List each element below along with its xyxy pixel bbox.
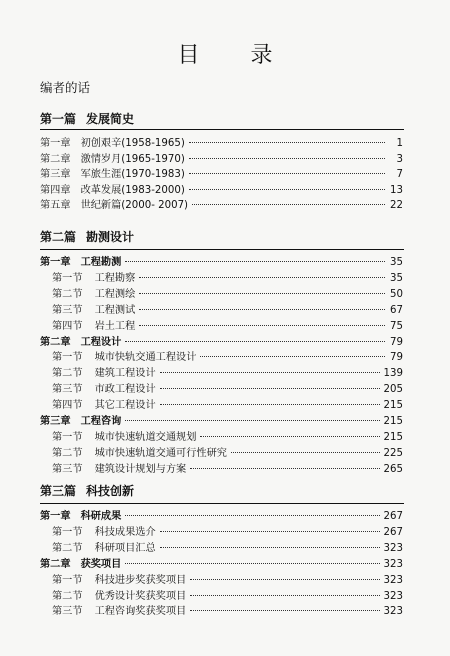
toc-section-entry[interactable] xyxy=(52,574,403,588)
part-divider xyxy=(40,249,404,250)
page-number: 323 xyxy=(383,542,403,554)
entry-number: 第二节 xyxy=(52,288,83,300)
toc-section-entry[interactable] xyxy=(52,399,403,413)
page-number: 323 xyxy=(383,606,403,618)
part-name: 科技创新 xyxy=(86,484,135,498)
dot-leader xyxy=(139,309,385,310)
entry-title: 市政工程设计 xyxy=(94,384,156,396)
dot-leader xyxy=(139,293,385,294)
page-number: 267 xyxy=(383,511,403,522)
entry-title: 科技进步奖获奖项目 xyxy=(94,574,187,586)
part-heading xyxy=(40,110,134,127)
page-number: 67 xyxy=(390,304,403,316)
entry-number: 第一章 xyxy=(40,257,71,268)
dot-leader xyxy=(160,404,380,405)
dot-leader xyxy=(189,173,385,174)
dot-leader xyxy=(189,189,385,190)
page-number: 79 xyxy=(390,336,403,348)
toc-section-entry[interactable] xyxy=(52,431,403,445)
part-heading xyxy=(40,482,134,499)
entry-number: 第二节 xyxy=(52,542,83,554)
toc-chapter-entry[interactable] xyxy=(40,137,403,151)
dot-leader xyxy=(189,158,385,159)
entry-number: 第一节 xyxy=(52,352,83,364)
entry-number: 第四节 xyxy=(52,320,83,332)
page-number: 323 xyxy=(383,574,403,586)
toc-section-entry[interactable] xyxy=(52,542,403,556)
toc-section-entry[interactable] xyxy=(52,526,403,540)
toc-section-entry[interactable] xyxy=(52,383,403,397)
entry-number: 第二节 xyxy=(52,590,83,602)
part-name: 勘测设计 xyxy=(86,230,135,244)
entry-title: 其它工程设计 xyxy=(94,400,156,412)
dot-leader xyxy=(160,531,380,532)
dot-leader xyxy=(160,547,380,548)
dot-leader xyxy=(190,595,379,596)
entry-title: 工程测试 xyxy=(94,304,136,316)
entry-number: 第四节 xyxy=(52,400,83,412)
toc-section-entry[interactable] xyxy=(52,605,403,619)
toc-chapter-entry[interactable] xyxy=(40,510,403,524)
entry-title: 改革发展(1983-2000) xyxy=(80,184,185,196)
toc-section-entry[interactable] xyxy=(52,288,403,302)
entry-title: 城市快速轨道交通可行性研究 xyxy=(94,447,227,459)
toc-section-entry[interactable] xyxy=(52,463,403,477)
entry-number: 第三章 xyxy=(40,169,71,180)
part-divider xyxy=(40,503,404,504)
page-number: 267 xyxy=(383,526,403,538)
entry-title: 岩土工程 xyxy=(94,320,136,332)
entry-title: 城市快速轨道交通规划 xyxy=(94,431,197,443)
toc-section-entry[interactable] xyxy=(52,320,403,334)
page-number: 205 xyxy=(383,384,403,396)
entry-title: 激情岁月(1965-1970) xyxy=(80,153,185,165)
page-number: 215 xyxy=(383,400,403,412)
dot-leader xyxy=(125,261,385,262)
toc-section-entry[interactable] xyxy=(52,351,403,365)
toc-chapter-entry[interactable] xyxy=(40,558,403,572)
dot-leader xyxy=(160,388,380,389)
part-heading xyxy=(40,228,134,245)
dot-leader xyxy=(125,420,379,421)
dot-leader xyxy=(139,325,385,326)
dot-leader xyxy=(189,142,385,143)
dot-leader xyxy=(190,610,379,611)
entry-title: 科研项目汇总 xyxy=(94,542,156,554)
entry-title: 世纪新篇(2000- 2007) xyxy=(80,200,189,211)
entry-number: 第二节 xyxy=(52,368,83,380)
part-number: 第一篇 xyxy=(40,112,77,126)
part-name: 发展简史 xyxy=(86,112,135,126)
part-number: 第三篇 xyxy=(40,484,77,498)
dot-leader xyxy=(125,563,379,564)
page-title: 目 录 xyxy=(177,43,295,68)
entry-number: 第二章 xyxy=(40,336,71,348)
page-number: 265 xyxy=(383,463,403,475)
toc-chapter-entry[interactable] xyxy=(40,336,403,350)
entry-title: 科技成果选介 xyxy=(94,526,156,538)
entry-number: 第一章 xyxy=(40,511,71,522)
entry-number: 第一章 xyxy=(40,138,71,149)
page-number: 215 xyxy=(383,416,403,427)
page-number: 79 xyxy=(390,352,403,364)
entry-title: 工程测绘 xyxy=(94,288,136,300)
toc-section-entry[interactable] xyxy=(52,272,403,286)
dot-leader xyxy=(139,277,385,278)
page-number: 35 xyxy=(390,272,403,284)
dot-leader xyxy=(200,436,379,437)
entry-title: 初创艰辛(1958-1965) xyxy=(80,138,185,149)
entry-number: 第三节 xyxy=(52,384,83,396)
page-number: 22 xyxy=(390,200,403,211)
entry-number: 第一节 xyxy=(52,431,83,443)
entry-number: 第四章 xyxy=(40,184,71,196)
page-number: 323 xyxy=(383,590,403,602)
entry-number: 第三节 xyxy=(52,304,83,316)
preface-link[interactable]: 编者的话 xyxy=(40,80,91,95)
dot-leader xyxy=(160,372,380,373)
dot-leader xyxy=(125,341,385,342)
toc-chapter-entry[interactable] xyxy=(40,184,403,198)
entry-number: 第一节 xyxy=(52,526,83,538)
dot-leader xyxy=(231,452,380,453)
part-number: 第二篇 xyxy=(40,230,77,244)
entry-title: 城市快轨交通工程设计 xyxy=(94,352,197,364)
entry-number: 第一节 xyxy=(52,574,83,586)
part-divider xyxy=(40,129,404,130)
dot-leader xyxy=(125,515,379,516)
entry-title: 工程勘测 xyxy=(80,257,122,268)
entry-number: 第三章 xyxy=(40,416,71,427)
toc-section-entry[interactable] xyxy=(52,367,403,381)
entry-title: 科研成果 xyxy=(80,511,122,522)
toc-chapter-entry[interactable] xyxy=(40,256,403,270)
entry-number: 第二章 xyxy=(40,558,71,570)
page-number: 35 xyxy=(390,257,403,268)
page-number: 225 xyxy=(383,447,403,459)
entry-title: 工程设计 xyxy=(80,336,122,348)
entry-number: 第三节 xyxy=(52,463,83,475)
toc-chapter-entry[interactable] xyxy=(40,168,403,182)
toc-chapter-entry[interactable] xyxy=(40,153,403,167)
entry-number: 第二章 xyxy=(40,153,71,165)
toc-chapter-entry[interactable] xyxy=(40,199,403,213)
page-number: 7 xyxy=(396,169,403,180)
entry-title: 工程咨询奖获奖项目 xyxy=(94,606,187,618)
entry-title: 工程咨询 xyxy=(80,416,122,427)
dot-leader xyxy=(192,204,385,205)
entry-title: 工程勘察 xyxy=(94,272,136,284)
dot-leader xyxy=(200,356,385,357)
page-number: 215 xyxy=(383,431,403,443)
page-number: 3 xyxy=(396,153,403,165)
toc-section-entry[interactable] xyxy=(52,447,403,461)
toc-section-entry[interactable] xyxy=(52,590,403,604)
toc-chapter-entry[interactable] xyxy=(40,415,403,429)
page-number: 50 xyxy=(390,288,403,300)
entry-number: 第二节 xyxy=(52,447,83,459)
page-number: 1 xyxy=(396,138,403,149)
entry-number: 第三节 xyxy=(52,606,83,618)
entry-title: 建筑工程设计 xyxy=(94,368,156,380)
page-number: 13 xyxy=(390,184,403,196)
entry-number: 第五章 xyxy=(40,200,71,211)
page-number: 75 xyxy=(390,320,403,332)
entry-title: 获奖项目 xyxy=(80,558,122,570)
dot-leader xyxy=(190,468,379,469)
entry-title: 建筑设计规划与方案 xyxy=(94,463,187,475)
page-number: 323 xyxy=(383,558,403,570)
dot-leader xyxy=(190,579,379,580)
entry-title: 优秀设计奖获奖项目 xyxy=(94,590,187,602)
entry-number: 第一节 xyxy=(52,272,83,284)
page-number: 139 xyxy=(383,368,403,380)
toc-section-entry[interactable] xyxy=(52,304,403,318)
entry-title: 军旅生涯(1970-1983) xyxy=(80,169,185,180)
